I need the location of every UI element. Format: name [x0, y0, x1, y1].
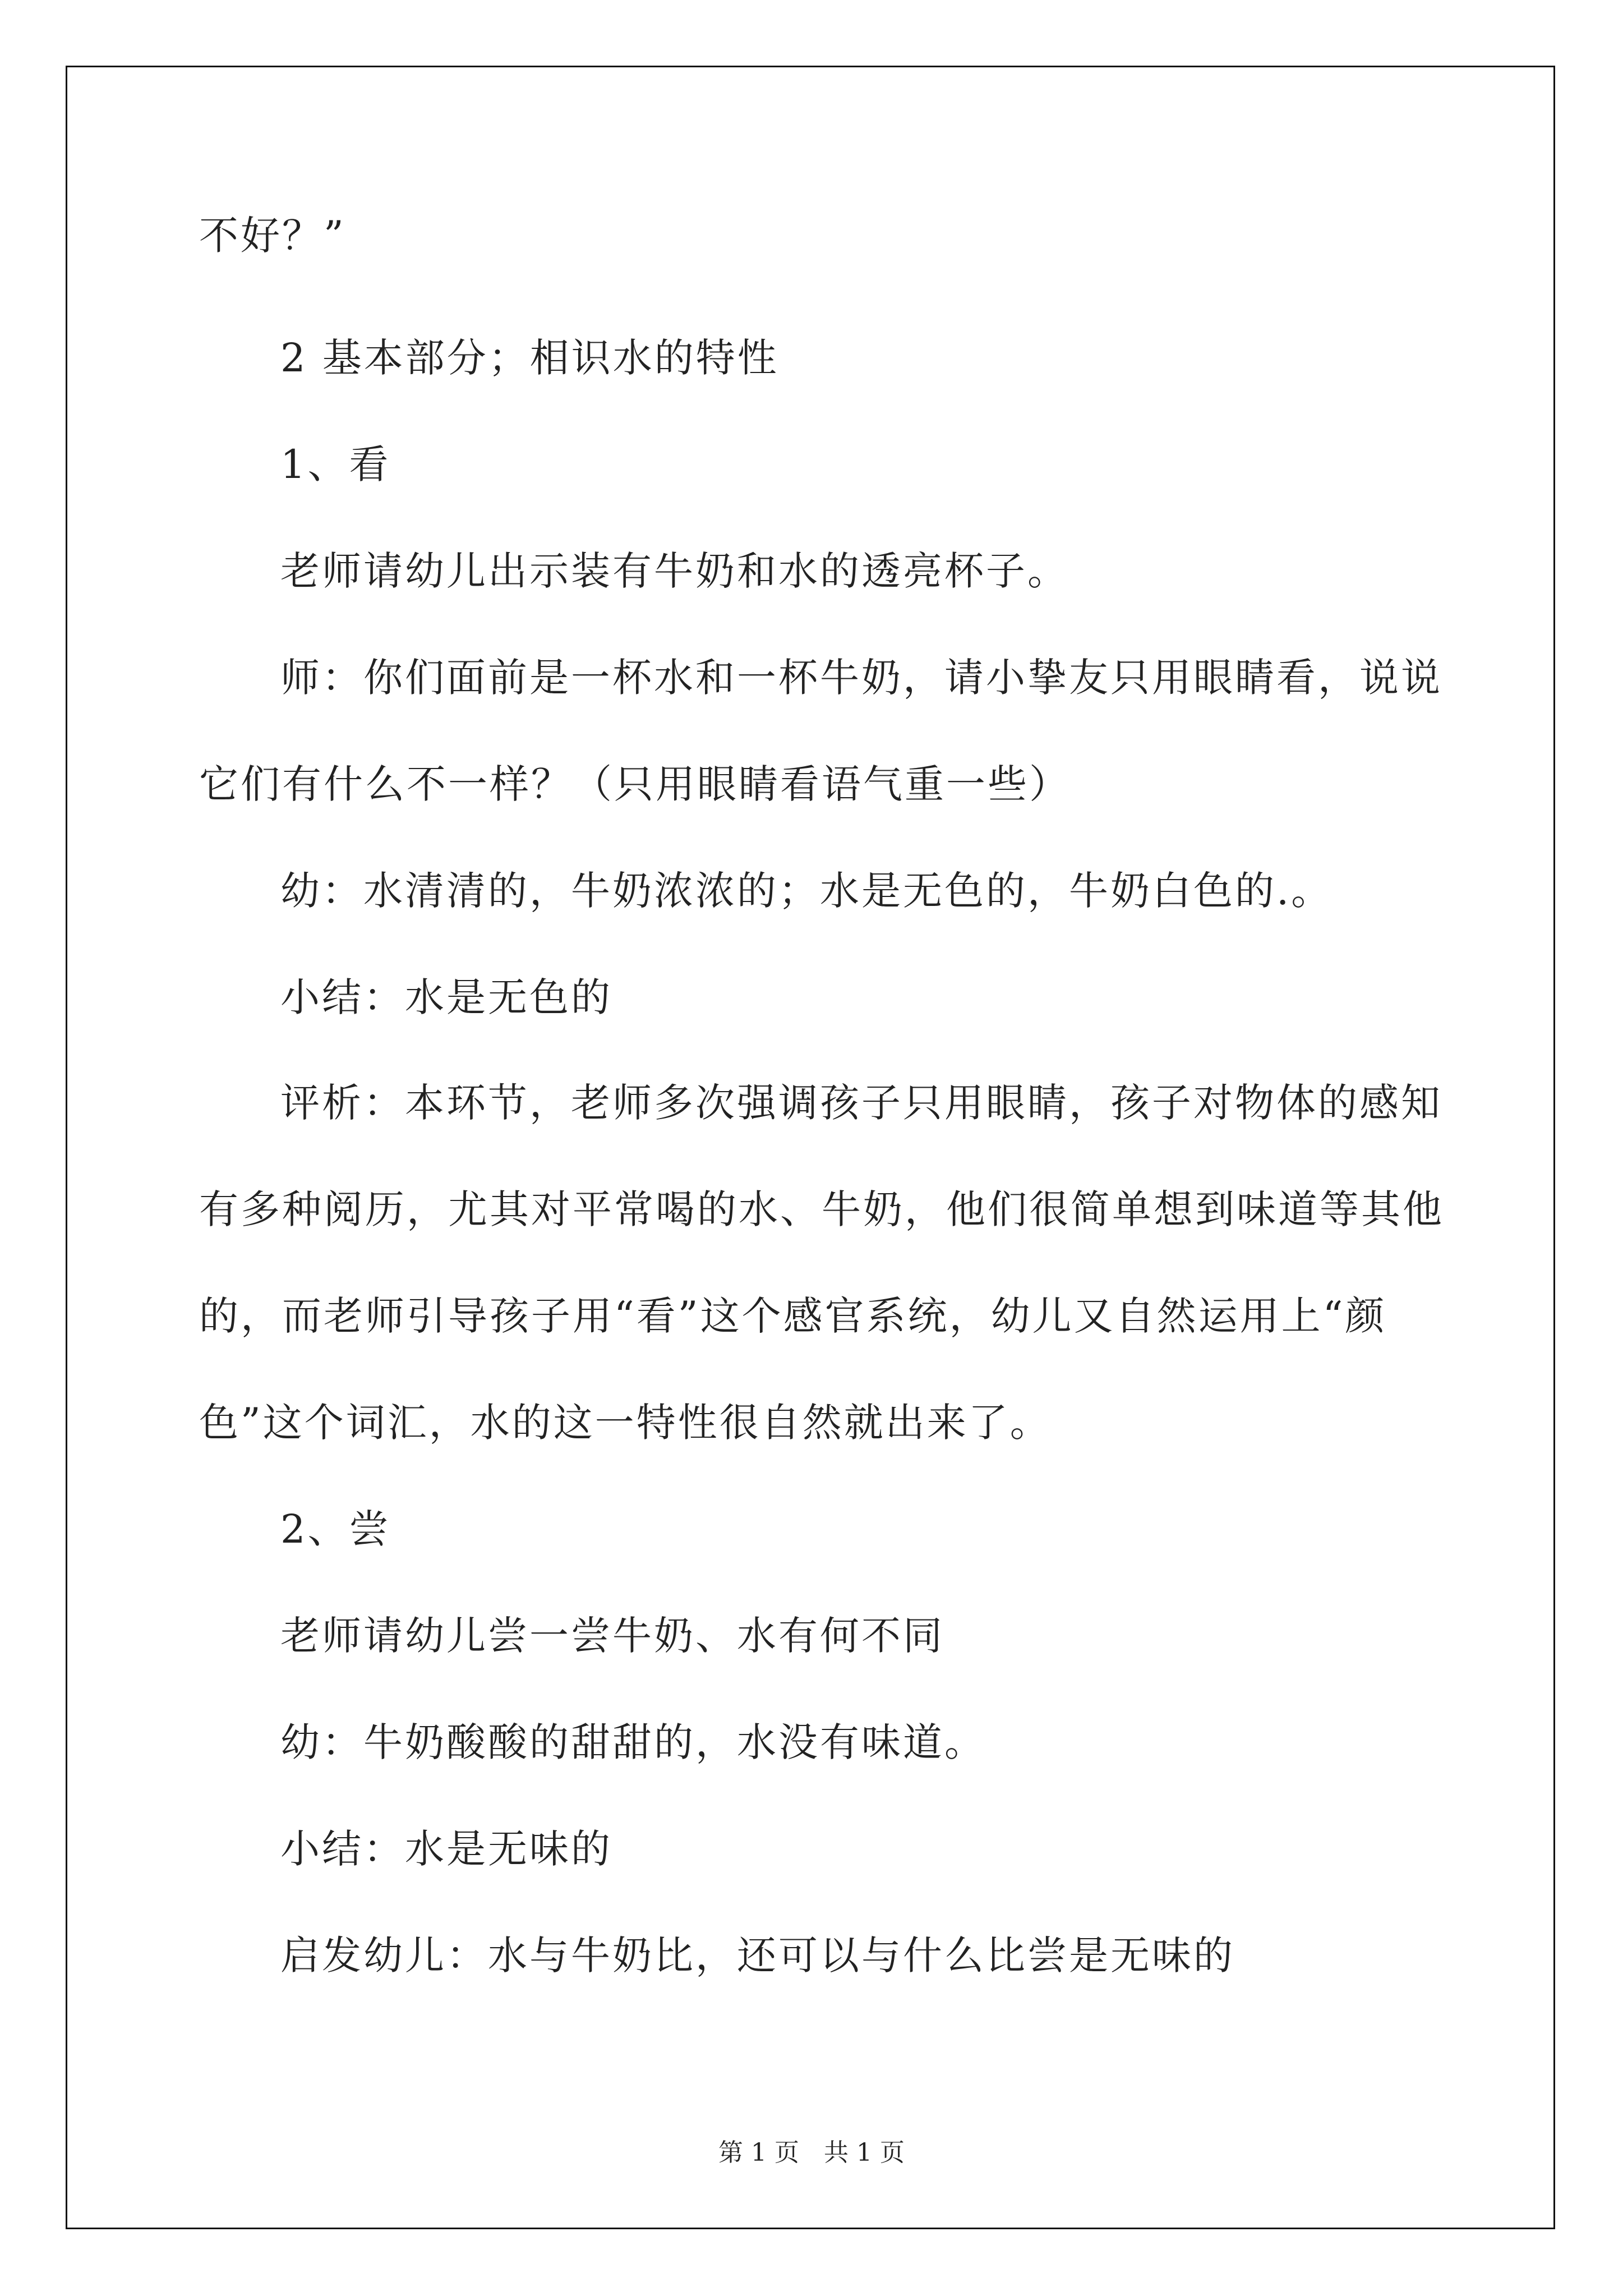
summary-line: 小结：水是无色的 — [280, 974, 612, 1020]
summary-line: 小结：水是无味的 — [280, 1826, 612, 1872]
paragraph-line: 老师请幼儿尝一尝牛奶、水有何不同 — [280, 1613, 944, 1659]
paragraph-line: 老师请幼儿出示装有牛奶和水的透亮杯子。 — [280, 548, 1069, 594]
paragraph-line: 启发幼儿：水与牛奶比，还可以与什么比尝是无味的 — [280, 1932, 1235, 1978]
paragraph-line: 的，而老师引导孩子用“看”这个感官系统，幼儿又自然运用上“颜 — [199, 1293, 1387, 1339]
paragraph-line: 评析：本环节，老师多次强调孩子只用眼睛，孩子对物体的感知 — [280, 1080, 1442, 1126]
paragraph-line: 色”这个词汇，水的这一特性很自然就出来了。 — [199, 1400, 1052, 1446]
subsection-heading-taste: 2、尝 — [280, 1506, 391, 1552]
section-heading: 2 基本部分；相识水的特性 — [280, 335, 779, 381]
paragraph-line: 师：你们面前是一杯水和一杯牛奶，请小挚友只用眼睛看，说说 — [280, 655, 1442, 701]
paragraph-line: 幼：牛奶酸酸的甜甜的，水没有味道。 — [280, 1719, 986, 1765]
paragraph-line: 它们有什么不一样？（只用眼睛看语气重一些） — [199, 761, 1071, 807]
subsection-heading-look: 1、看 — [280, 441, 391, 487]
text-line-continuation: 不好？” — [199, 213, 346, 259]
page-number-footer: 第 1 页 共 1 页 — [718, 2138, 905, 2167]
paragraph-line: 有多种阅历，尤其对平常喝的水、牛奶，他们很简单想到味道等其他 — [199, 1186, 1444, 1232]
paragraph-line: 幼：水清清的，牛奶浓浓的；水是无色的，牛奶白色的.。 — [280, 868, 1333, 914]
